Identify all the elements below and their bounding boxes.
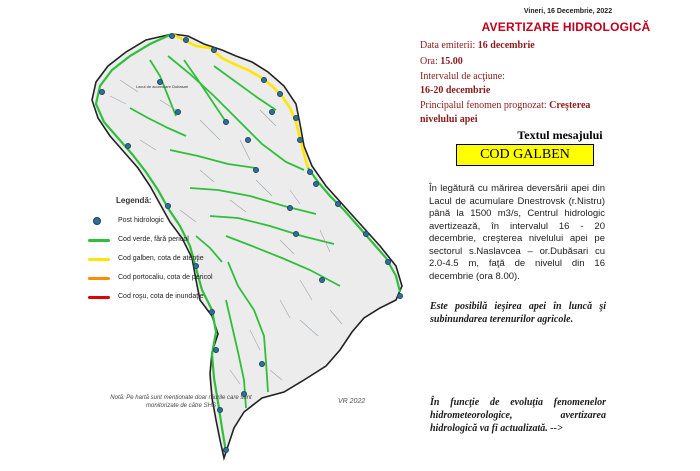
station-marker [287,205,292,210]
emission-value: 16 decembrie [477,40,535,51]
station-marker [175,109,180,114]
warning-panel [420,0,700,466]
station-marker [297,137,302,142]
phenomenon-row [420,100,590,111]
red-line-icon [88,296,110,299]
station-marker [313,181,318,186]
legend-item-yellow: Cod galben, cota de atenţie [88,249,238,268]
interval-value: 16-20 decembrie [420,85,491,96]
phenomenon-label: Principalul fenomen prognozat: [420,100,547,111]
code-badge [456,144,594,166]
emission-date-row [420,40,535,51]
station-marker [261,77,266,82]
station-marker [293,115,298,120]
time-value: 15.00 [440,56,463,67]
legend-item-station: Post hidrologic [88,211,238,230]
map-signature: VR 2022 [338,398,366,405]
station-marker [385,259,390,264]
station-marker [125,143,130,148]
warning-update: În funcţie de evoluţia fenomenelor hidrometeorologice, avertizarea hidrologică va fi actualizată. --> [430,397,606,434]
message-body: În legătură cu mărirea deversării apei din Lacul de acumulare Dnestrovsk (r.Nistru) până la 1500 m3/s, Centrul hidrologic avertizează, în intervalul 16 - 20 decembrie, creşterea nivelului apei pe sectorul s.Naslavcea – or.Dubăsari cu 2.0-4.5 m, faţă de nivelul din 16 decembrie (ora 8.00). [429,183,605,282]
interval-label: Intervalul de acţiune: [420,71,505,82]
station-marker [319,277,324,282]
station-marker [277,91,282,96]
station-marker [183,37,188,42]
yellow-line-icon [88,258,110,261]
station-marker [99,89,104,94]
station-marker [397,293,402,298]
code-badge-label: COD GALBEN [480,147,570,162]
legend-item-orange: Cod portocaliu, cota de pericol [88,268,238,287]
station-marker [169,33,174,38]
station-marker [293,231,298,236]
green-line-icon [88,239,110,242]
bulletin-date: Vineri, 16 Decembrie, 2022 [523,8,613,15]
station-marker [269,109,274,114]
map-legend [88,196,238,306]
station-marker [363,231,368,236]
station-marker [209,309,214,314]
phenomenon-value-2: nivelului apei [420,114,478,125]
station-dot-icon [93,217,101,225]
map-note: Notă: Pe hartă sunt menționate doar râurile care sunt monitorizate de către SHS [110,395,252,409]
station-marker [223,447,228,452]
station-marker [335,201,340,206]
station-marker [223,119,228,124]
legend-item-red: Cod roşu, cota de inundaţie [88,287,238,306]
time-label: Ora: [420,56,438,67]
station-marker [307,169,312,174]
emission-label: Data emiterii: [420,40,476,51]
legend-item-green: Cod verde, fără pericol [88,230,238,249]
station-marker [245,137,250,142]
phenomenon-value-1: Creşterea [549,100,591,111]
station-marker [259,361,264,366]
bulletin-title: AVERTIZARE HIDROLOGICĂ [481,20,651,34]
station-marker [213,347,218,352]
legend-title: Legendă: [116,196,152,205]
station-marker [211,47,216,52]
time-row [420,56,463,67]
station-marker [253,167,258,172]
message-title: Textul mesajului [517,128,603,142]
lake-label: Lacul de acumulare Dubasari [136,84,189,89]
orange-line-icon [88,277,110,280]
warning-flooding: Este posibilă ieşirea apei în luncă şi subinundarea terenurilor agricole. [430,301,606,325]
